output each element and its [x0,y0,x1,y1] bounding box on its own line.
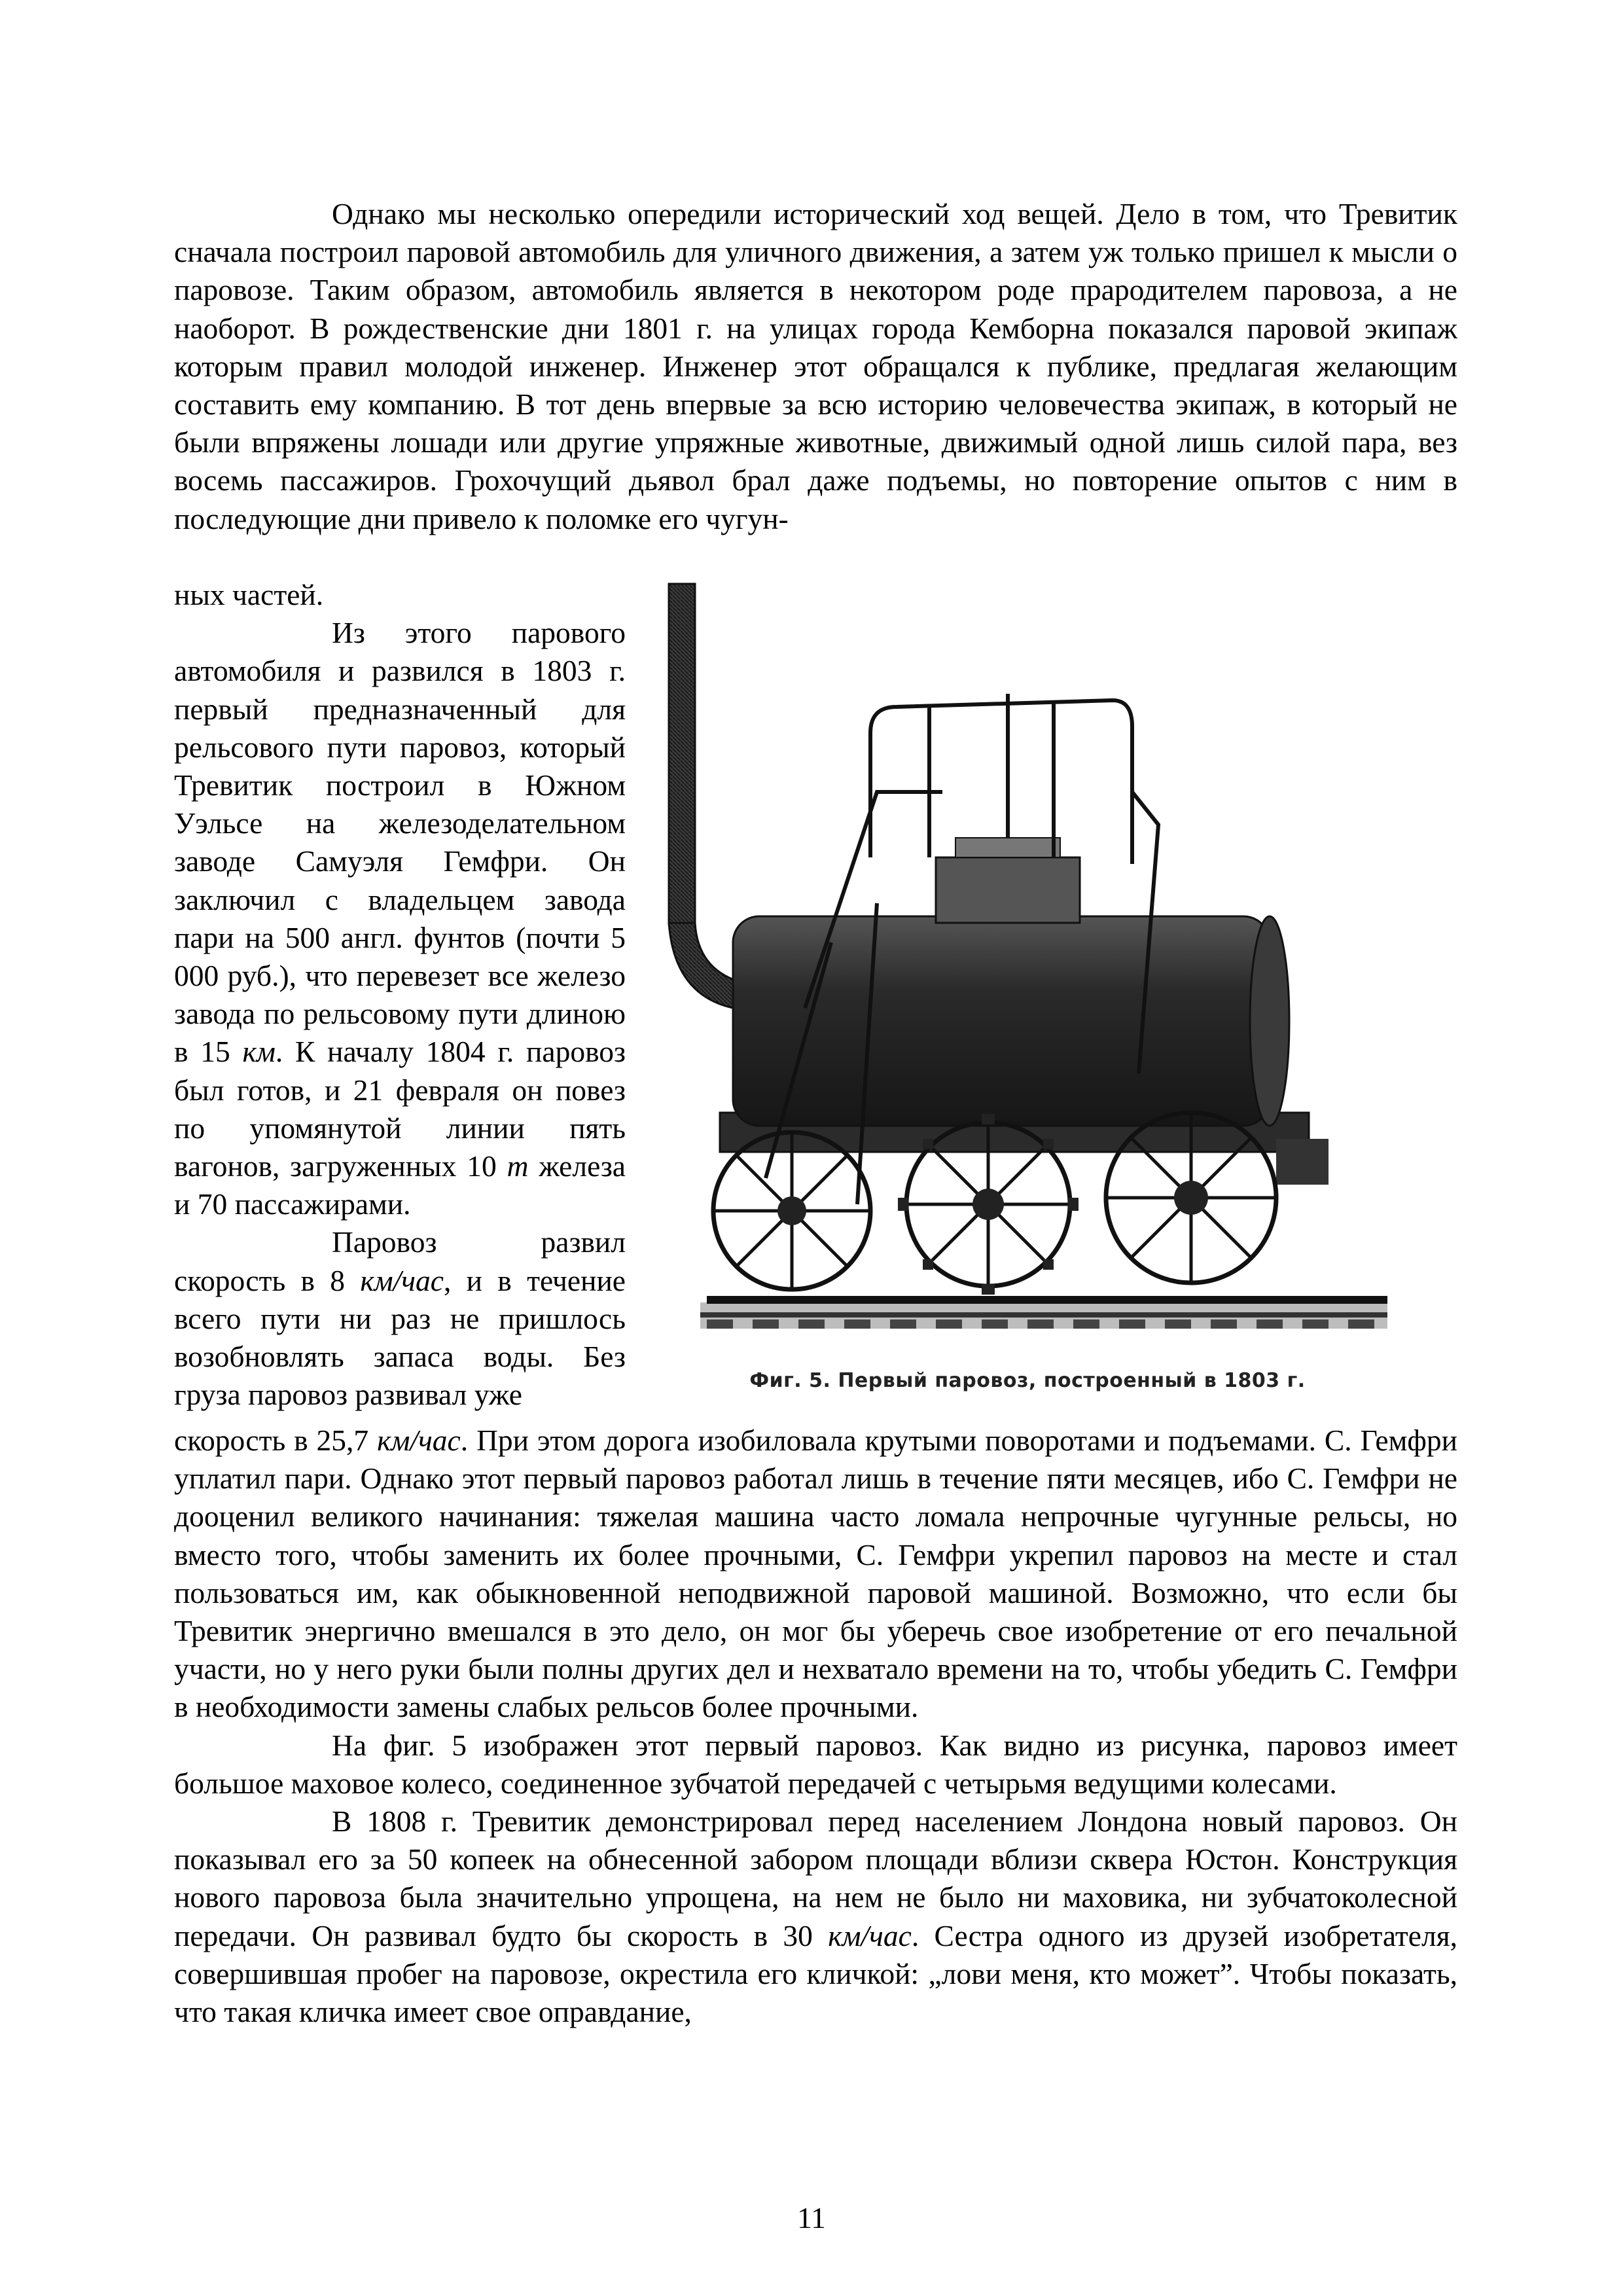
paragraph-2-text-c: железа и 70 пассажирами. [174,1149,626,1221]
unit-kmh: км/час [360,1263,444,1297]
paragraph-3-text-b: , и в течение всего пути ни раз не пришлось возобновлять запаса воды. Без груза паровоз развивал уже [174,1263,626,1412]
paragraph-2-text-b: . К началу 1804 г. паровоз был готов, и 21 февраля он повез по упомянутой линии пять вагонов, загруженных 10 [174,1035,626,1183]
paragraph-3-cont-a: скорость в 25,7 [174,1424,378,1457]
text-block-top [174,195,1457,538]
paragraph-1: Однако мы несколько опередили исторический ход вещей. Дело в том, что Тревитик сначала построил паровой автомобиль для уличного движения, а затем уж только пришел к мысли о паровозе. Таким образом, автомобиль является в некотором роде прародителем паровоза, а не наоборот. В рождественские дни 1801 г. на улицах города Кемборна показался паровой экипаж которым правил молодой инженер. Инженер этот обращался к публике, предлагая желающим составить ему компанию. В тот день впервые за всю историю человечества экипаж, в который не были впряжены лошади или другие упряжные животные, движимый одной лишь силой пара, вез восемь пассажиров. Грохочущий дьявол брал даже подъемы, но повторение опытов с ним в последующие дни привело к поломке его чугун- [174,197,1457,535]
unit-kmh-3: км/час [828,1918,912,1952]
figure-caption: Фиг. 5. Первый паровоз, построенный в 1803 г. [749,1369,1306,1392]
paragraph-2 [174,614,626,1223]
locomotive-engraving-icon [661,576,1394,1361]
figure-locomotive [661,576,1394,1394]
unit-ton: т [507,1149,529,1183]
paragraph-5-text-b: . Сестра одного из друзей изобретателя, совершившая пробег на паровозе, окрестила его кличкой: „лови меня, кто может”. Чтобы показать, что такая кличка имеет свое оправдание, [174,1918,1457,2029]
page-number: 11 [797,2201,826,2234]
paragraph-5 [174,1803,1457,2031]
paragraph-3-continued [174,1422,1457,1727]
paragraph-3-text-a: Паровоз развил скорость в 8 [174,1225,626,1297]
unit-km: км [242,1035,276,1069]
paragraph-2-text-a: Из этого парового автомобиля и развился в 1803 г. первый предназначенный для рельсового пути паровоз, который Тревитик построил в Южном Уэльсе на железоделательном заводе Самуэля Гемфри. Он заключил с владельцем завода пари на 500 англ. фунтов (почти 5 000 руб.), что перевезет все железо завода по рельсовому пути длиною в 15 [174,616,626,1069]
paragraph-1-end: ных частей. [174,578,324,611]
text-block-bottom [174,1422,1457,2031]
paragraph-3-cont-b: . При этом дорога изобиловала крутыми поворотами и подъемами. С. Гемфри уплатил пари. Однако этот первый паровоз работал лишь в течение пяти месяцев, ибо С. Гемфри не дооценил великого начинания: тяжелая машина часто ломала непрочные чугунные рельсы, но вместо того, чтобы заменить их более прочными, С. Гемфри укрепил паровоз на месте и стал пользоваться им, как обыкновенной неподвижной паровой машиной. Возможно, что если бы Тревитик энергично вмешался в это дело, он мог бы уберечь свое изобретение от его печальной участи, но у него руки были полны других дел и нехватало времени на то, чтобы убедить С. Гемфри в необходимости замены слабых рельсов более прочными. [174,1424,1457,1724]
text-column-left [174,576,626,1414]
paragraph-4: На фиг. 5 изображен этот первый паровоз. Как видно из рисунка, паровоз имеет большое маховое колесо, соединенное зубчатой передачей с четырьмя ведущими колесами. [174,1728,1457,1800]
unit-kmh-2: км/час [377,1424,461,1457]
paragraph-5-text-a: В 1808 г. Тревитик демонстрировал перед населением Лондона новый паровоз. Он показывал его за 50 копеек на обнесенной забором площади вблизи сквера Юстон. Конструкция нового паровоза была значительно упрощена, на нем не было ни маховика, ни зубчатоколесной передачи. Он развивал будто бы скорость в 30 [174,1804,1457,1952]
paragraph-3 [174,1223,626,1414]
